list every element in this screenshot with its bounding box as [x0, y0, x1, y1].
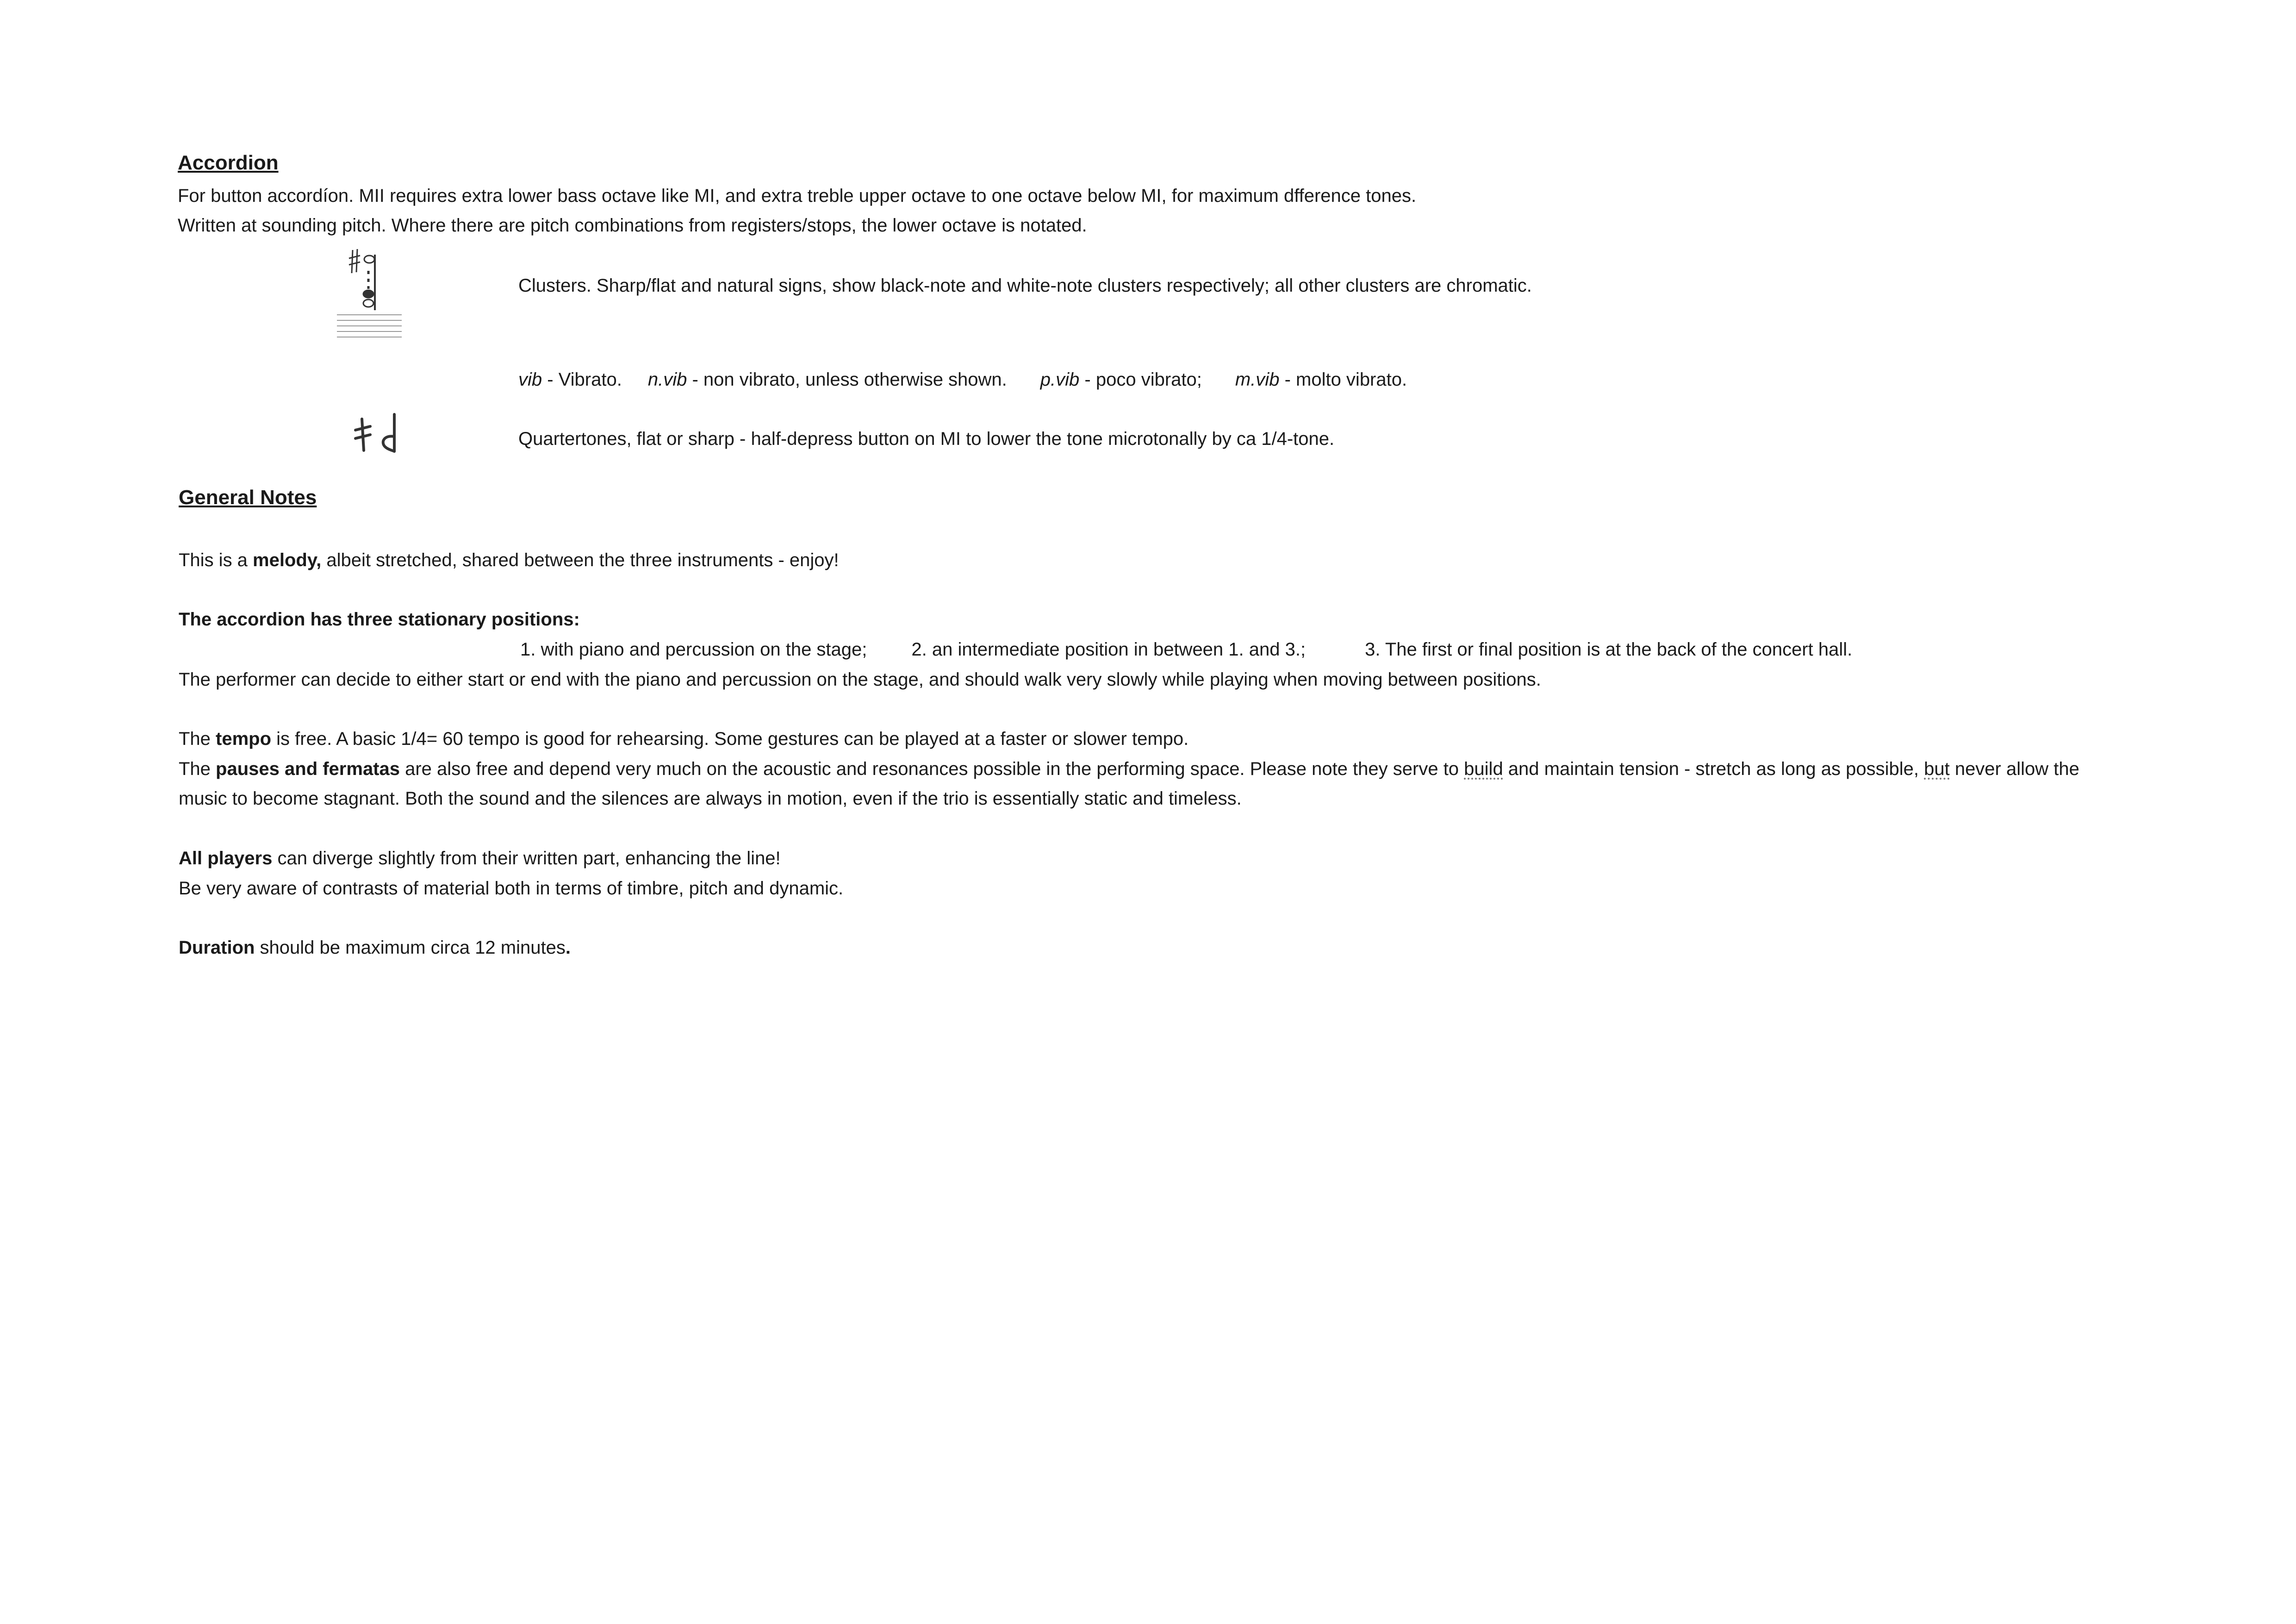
cluster-notation-icon: [333, 245, 403, 347]
positions-heading: [179, 610, 580, 629]
pauses-build: build: [1464, 759, 1503, 779]
pauses-but: but: [1924, 759, 1950, 779]
position-2: 2. an intermediate position in between 1. and 3.;: [911, 639, 1306, 660]
pauses-b: and maintain tension - stretch as long as possible,: [1503, 759, 1924, 779]
players-bold: All players: [179, 848, 273, 868]
nvib-desc: - non vibrato, unless otherwise shown.: [687, 369, 1007, 390]
pauses-note-line-2: music to become stagnant. Both the sound and the silences are always in motion, even if the trio is essentially static and timeless.: [179, 788, 1242, 809]
melody-note: [179, 551, 839, 569]
mvib-desc: - molto vibrato.: [1279, 369, 1407, 390]
accordion-heading: Accordion: [178, 151, 279, 174]
contrasts-note: Be very aware of contrasts of material both in terms of timbre, pitch and dynamic.: [179, 878, 844, 899]
pvib-abbr: p.vib: [1040, 369, 1080, 390]
quartertone-signs-icon: [352, 410, 403, 456]
tempo-note: [179, 730, 1188, 748]
position-1: 1. with piano and percussion on the stage;: [520, 639, 867, 660]
melody-bold: melody,: [253, 550, 322, 570]
pauses-c: never allow the: [1949, 759, 2079, 779]
vib-desc: - Vibrato.: [542, 369, 622, 390]
melody-post: albeit stretched, shared between the three instruments - enjoy!: [321, 550, 839, 570]
tempo-pre: The: [179, 729, 216, 749]
pvib-desc: - poco vibrato;: [1079, 369, 1202, 390]
mvib-abbr: m.vib: [1235, 369, 1280, 390]
duration-bold: Duration: [179, 937, 255, 958]
positions-list: [520, 640, 1852, 659]
melody-pre: This is a: [179, 550, 253, 570]
tempo-post: is free. A basic 1/4= 60 tempo is good for rehearsing. Some gestures can be played at a faster or slower tempo.: [271, 729, 1189, 749]
vibrato-legend: [518, 370, 1407, 389]
pauses-bold: pauses and fermatas: [216, 759, 400, 779]
pauses-note-line-1: [179, 760, 2079, 778]
duration-post: should be maximum circa 12 minutes: [255, 937, 566, 958]
pauses-pre: The: [179, 759, 216, 779]
players-post: can diverge slightly from their written part, enhancing the line!: [272, 848, 781, 868]
positions-heading-text: The accordion has three stationary positions:: [179, 609, 580, 630]
pauses-a: are also free and depend very much on the acoustic and resonances possible in the performing space. Please note they serve to: [400, 759, 1464, 779]
tempo-bold: tempo: [216, 729, 272, 749]
accordion-intro-1: For button accordíon. MII requires extra lower bass octave like MI, and extra treble upper octave to one octave below MI, for maximum dfference tones.: [178, 186, 1417, 206]
players-note: [179, 849, 781, 868]
general-notes-heading: General Notes: [179, 486, 317, 509]
vib-abbr: vib: [518, 369, 542, 390]
quartertones-description: Quartertones, flat or sharp - half-depress button on MI to lower the tone microtonally by ca 1/4-tone.: [518, 429, 1335, 449]
duration-note: [179, 938, 571, 957]
clusters-description: Clusters. Sharp/flat and natural signs, show black-note and white-note clusters respectively; all other clusters are chromatic.: [518, 275, 1532, 296]
duration-end: .: [565, 937, 571, 958]
nvib-abbr: n.vib: [647, 369, 687, 390]
performer-note: The performer can decide to either start or end with the piano and percussion on the stage, and should walk very slowly while playing when moving between positions.: [179, 669, 1541, 690]
accordion-intro-2: Written at sounding pitch. Where there are pitch combinations from registers/stops, the lower octave is notated.: [178, 215, 1087, 236]
position-3: 3. The first or final position is at the back of the concert hall.: [1365, 639, 1853, 660]
